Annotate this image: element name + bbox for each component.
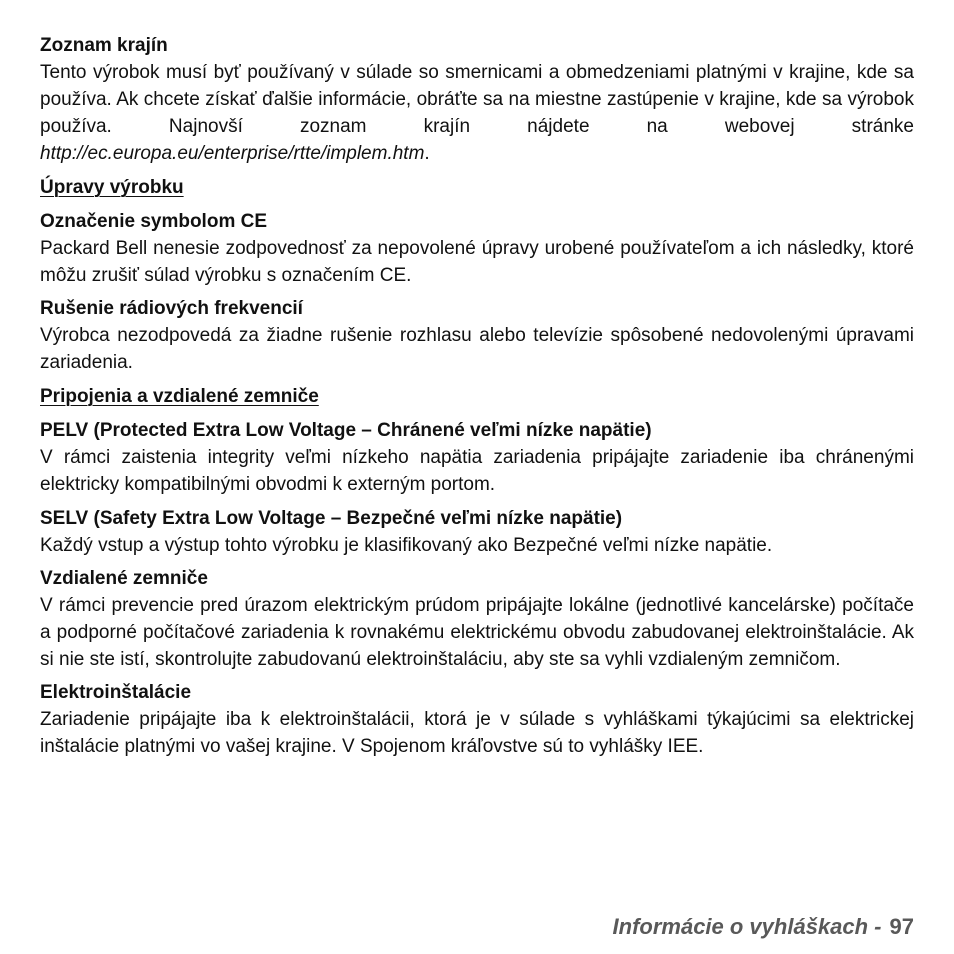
heading-ce-marking: Označenie symbolom CE: [40, 211, 268, 232]
heading-product-modifications-text: Úpravy výrobku: [40, 177, 184, 198]
heading-pelv: PELV (Protected Extra Low Voltage – Chránené veľmi nízke napätie): [40, 420, 652, 441]
heading-power-installation: Elektroinštalácie: [40, 682, 192, 703]
country-list-period: .: [424, 143, 430, 164]
paragraph-selv: Každý vstup a výstup tohto výrobku je klasifikovaný ako Bezpečné veľmi nízke napätie.: [40, 535, 773, 556]
heading-remote-earths: Vzdialené zemniče: [40, 568, 208, 589]
footer-section-title: Informácie o vyhláškach -: [612, 914, 882, 939]
heading-selv: SELV (Safety Extra Low Voltage – Bezpečné veľmi nízke napätie): [40, 508, 623, 529]
paragraph-pelv: V rámci zaistenia integrity veľmi nízkeho napätia zariadenia pripájajte zariadenie iba chránenými elektricky kompatibilnými obvodmi k externým portom.: [40, 447, 914, 495]
heading-connections-grounds-text: Pripojenia a vzdialené zemniče: [40, 386, 319, 407]
paragraph-power-installation: Zariadenie pripájajte iba k elektroinštalácii, ktorá je v súlade s vyhláškami týkajúcimi sa elektrickej inštalácie platnými vo vašej krajine. V Spojenom kráľovstve sú to vyhlášky IEE.: [40, 709, 914, 757]
heading-product-modifications: [40, 175, 914, 201]
heading-connections-grounds: [40, 384, 914, 410]
rtte-url-link[interactable]: http://ec.europa.eu/enterprise/rtte/implem.htm: [40, 143, 425, 164]
paragraph-remote-earths: V rámci prevencie pred úrazom elektrickým prúdom pripájajte lokálne (jednotlivé kancelárske) počítače a podporné počítačové zariadenia k rovnakému elektrickému obvodu zabudovanej elektroinštalácie. Ak si nie ste istí, skontrolujte zabudovanú elektroinštaláciu, aby ste sa vyhli vzdialeným zemničom.: [40, 595, 914, 670]
page-footer: [613, 914, 914, 940]
page-number: 97: [889, 914, 914, 939]
paragraph-country-list: [40, 59, 914, 167]
country-list-text: Tento výrobok musí byť používaný v súlade so smernicami a obmedzeniami platnými v krajine, kde sa používa. Ak chcete získať ďalšie informácie, obráťte sa na miestne zastúpenie v krajine, kde sa výrobok používa. Najnovší zoznam krajín nájdete na webovej stránke: [40, 62, 914, 137]
heading-radio-interference: Rušenie rádiových frekvencií: [40, 298, 303, 319]
paragraph-radio-interference: Výrobca nezodpovedá za žiadne rušenie rozhlasu alebo televízie spôsobené nedovolenými úpravami zariadenia.: [40, 325, 914, 373]
paragraph-ce-marking: Packard Bell nenesie zodpovednosť za nepovolené úpravy urobené používateľom a ich následky, ktoré môžu zrušiť súlad výrobku s označením CE.: [40, 238, 914, 286]
heading-country-list: Zoznam krajín: [40, 35, 168, 56]
document-page: [40, 33, 914, 760]
